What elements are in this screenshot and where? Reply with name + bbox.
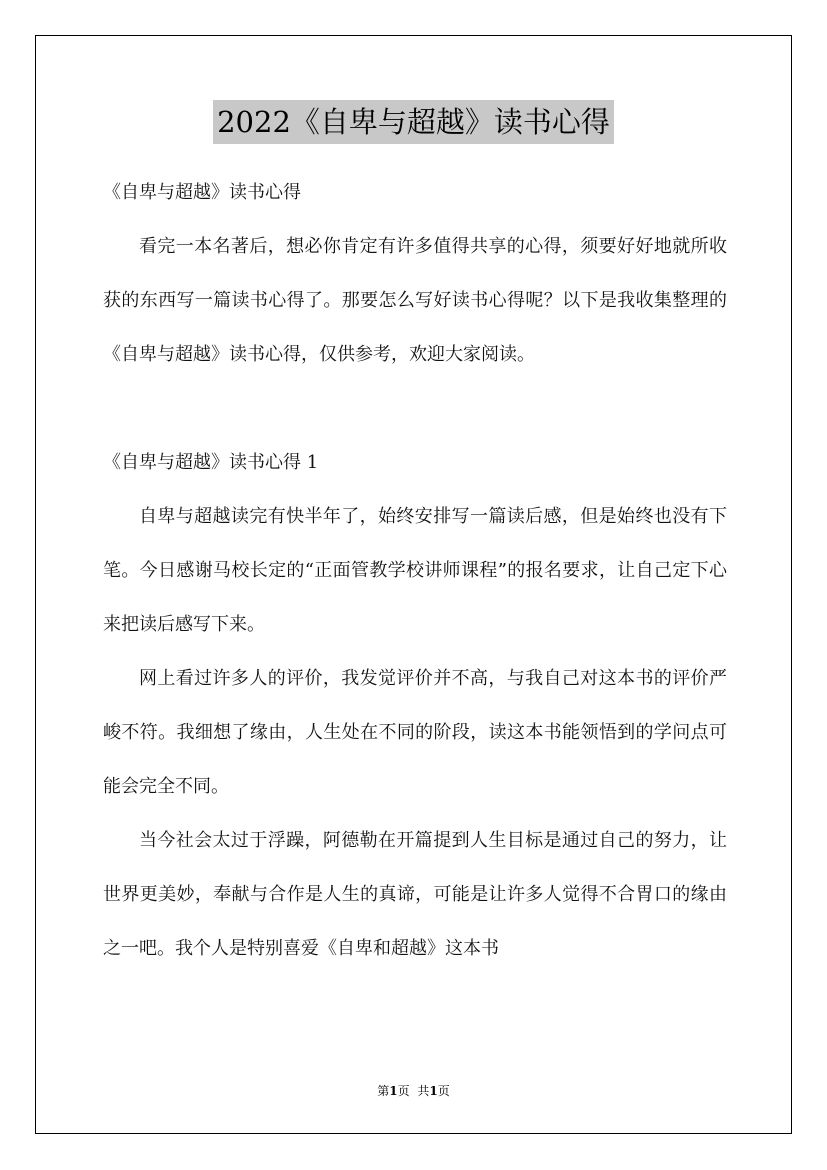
page-number: 1 <box>389 1084 398 1098</box>
total-suffix: 页 <box>437 1084 450 1098</box>
document-body <box>103 166 727 976</box>
title-area <box>0 100 827 144</box>
total-prefix: 共 <box>417 1084 430 1098</box>
page-prefix: 第 <box>377 1084 390 1098</box>
page-footer <box>0 1082 827 1099</box>
section-heading: 《自卑与超越》读书心得 1 <box>103 452 319 473</box>
page-suffix: 页 <box>397 1084 410 1098</box>
section-spacer <box>103 382 727 436</box>
body-paragraph: 当今社会太过于浮躁，阿德勒在开篇提到人生目标是通过自己的努力，让世界更美妙，奉献与合作是人生的真谛，可能是让许多人觉得不合胃口的缘由之一吧。我个人是特别喜爱《自卑和超越》这本书 <box>103 830 727 959</box>
intro-heading: 《自卑与超越》读书心得 <box>103 182 301 203</box>
body-paragraph: 自卑与超越读完有快半年了，始终安排写一篇读后感，但是始终也没有下笔。今日感谢马校长定的“正面管教学校讲师课程”的报名要求，让自己定下心来把读后感写下来。 <box>103 506 727 635</box>
document-title: 2022《自卑与超越》读书心得 <box>213 100 614 144</box>
intro-paragraph: 看完一本名著后，想必你肯定有许多值得共享的心得，须要好好地就所收获的东西写一篇读书心得了。那要怎么写好读书心得呢？以下是我收集整理的《自卑与超越》读书心得，仅供参考，欢迎大家阅读。 <box>103 236 727 365</box>
body-paragraph: 网上看过许多人的评价，我发觉评价并不高，与我自己对这本书的评价严峻不符。我细想了缘由，人生处在不同的阶段，读这本书能领悟到的学问点可能会完全不同。 <box>103 668 727 797</box>
total-pages: 1 <box>429 1084 438 1098</box>
